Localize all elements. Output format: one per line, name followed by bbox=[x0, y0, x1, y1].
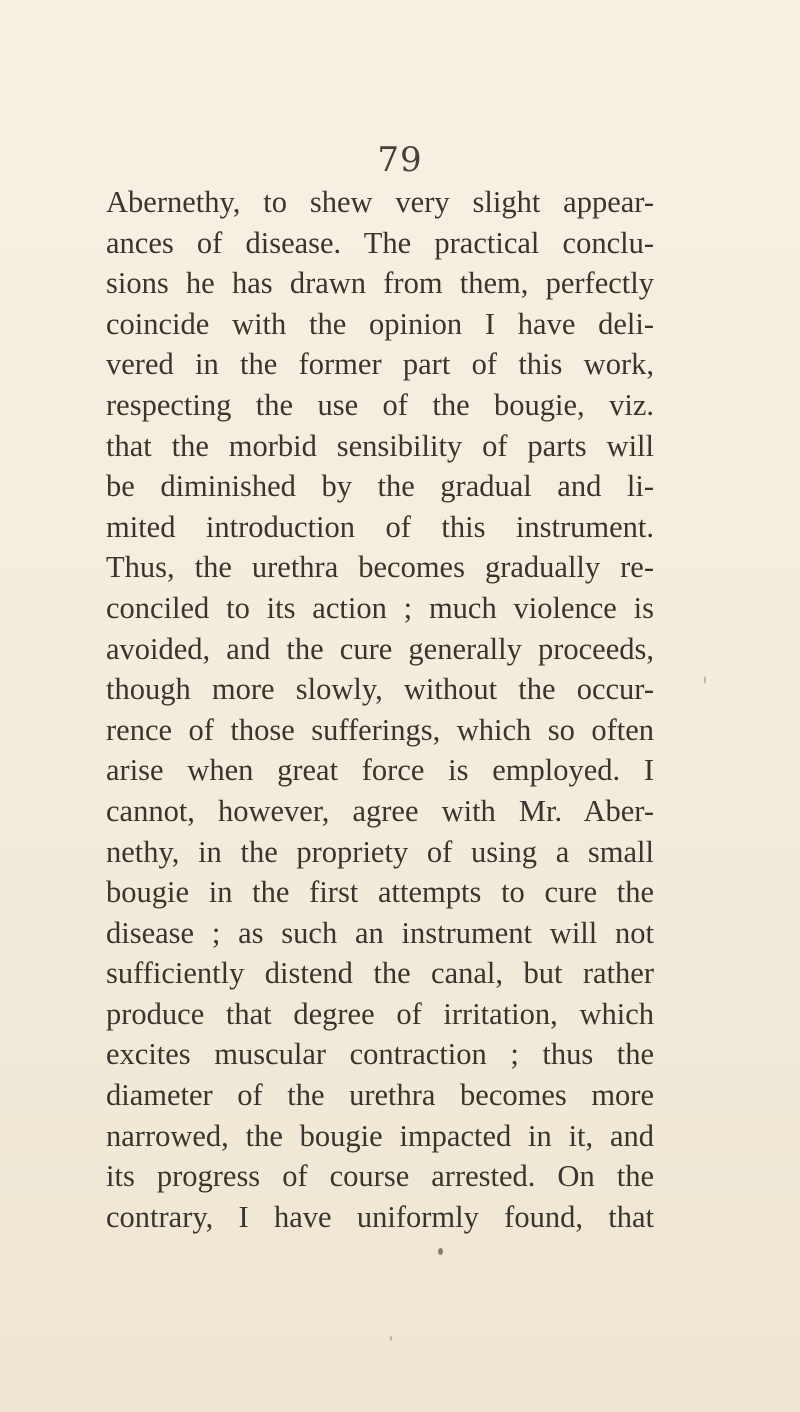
ink-speck bbox=[438, 1248, 443, 1255]
body-text bbox=[106, 182, 654, 1237]
text-line: respecting the use of the bougie, viz. bbox=[106, 387, 654, 422]
text-line: Abernethy, to shew very slight appear- bbox=[106, 185, 654, 219]
text-line: diameter of the urethra becomes more bbox=[106, 1078, 654, 1113]
text-line: its progress of course arrested. On the bbox=[106, 1159, 654, 1194]
text-line: produce that degree of irritation, which bbox=[106, 996, 654, 1031]
text-line: conciled to its action ; much violence is bbox=[106, 590, 654, 625]
text-line: narrowed, the bougie impacted in it, and bbox=[106, 1118, 654, 1153]
ink-speck bbox=[704, 676, 706, 684]
text-line: coincide with the opinion I have deli- bbox=[106, 306, 654, 341]
text-line: mited introduction of this instrument. bbox=[106, 509, 654, 544]
text-line: though more slowly, without the occur- bbox=[106, 672, 654, 707]
page-number: 79 bbox=[377, 140, 423, 180]
text-line: ances of disease. The practical conclu- bbox=[106, 225, 654, 260]
text-line: sions he has drawn from them, perfectly bbox=[106, 266, 654, 301]
text-line: bougie in the first attempts to cure the bbox=[106, 875, 654, 910]
text-line: avoided, and the cure generally proceeds, bbox=[106, 631, 654, 666]
text-line: vered in the former part of this work, bbox=[106, 347, 654, 382]
text-line: arise when great force is employed. I bbox=[106, 753, 654, 788]
text-line: cannot, however, agree with Mr. Aber- bbox=[106, 793, 654, 828]
text-line: Thus, the urethra becomes gradually re- bbox=[106, 550, 654, 585]
text-line: disease ; as such an instrument will not bbox=[106, 915, 654, 950]
text-line: excites muscular contraction ; thus the bbox=[106, 1037, 654, 1072]
text-line: rence of those sufferings, which so often bbox=[106, 712, 654, 747]
text-line: contrary, I have uniformly found, that bbox=[106, 1199, 654, 1234]
ink-speck bbox=[390, 1336, 392, 1341]
text-line: sufficiently distend the canal, but rather bbox=[106, 956, 654, 991]
text-line: nethy, in the propriety of using a small bbox=[106, 834, 654, 869]
text-line: be diminished by the gradual and li- bbox=[106, 469, 654, 504]
text-line: that the morbid sensibility of parts will bbox=[106, 428, 654, 463]
